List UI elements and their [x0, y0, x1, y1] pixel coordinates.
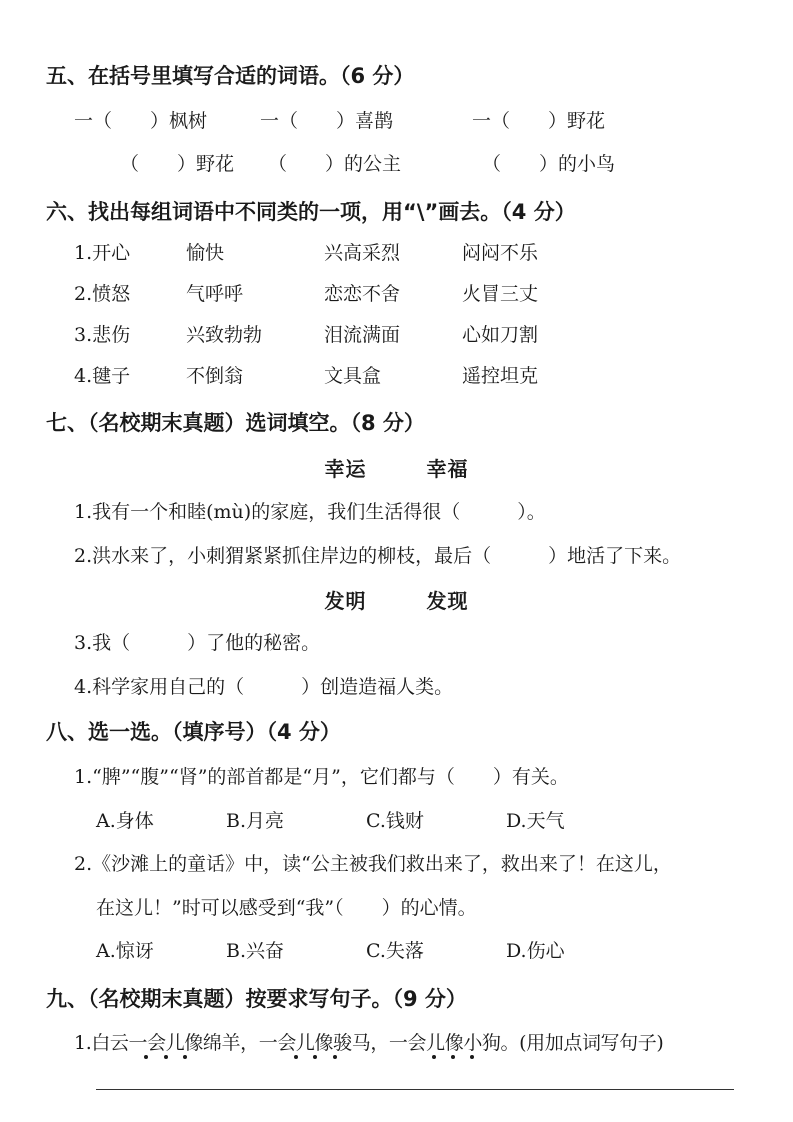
- answer-line[interactable]: [96, 1089, 734, 1090]
- word-choice-pair: [0, 453, 793, 482]
- emphasis-dot: [451, 1055, 455, 1059]
- word-cell: 闷闷不乐: [462, 242, 539, 264]
- emphasis-dot: [333, 1055, 337, 1059]
- emphasis-dots: [0, 1055, 793, 1063]
- word-option: 幸福: [426, 457, 469, 481]
- question-text: 1.“脾”“腹”“肾”的部首都是“月”，它们都与（ ）有关。: [74, 766, 569, 788]
- question-text: 1.白云一会儿像绵羊，一会儿像骏马，一会儿像小狗。(用加点词写句子): [74, 1032, 664, 1054]
- choice-option: D.伤心: [506, 940, 565, 962]
- word-option: 发现: [426, 589, 469, 613]
- word-cell: 兴致勃勃: [186, 324, 263, 346]
- choice-option: C.失落: [366, 940, 424, 962]
- word-cell: 气呼呼: [186, 283, 244, 305]
- choice-option: A.惊讶: [96, 940, 154, 962]
- choice-option: D.天气: [506, 810, 565, 832]
- section-7-title: 七、（名校期末真题）选词填空。（8 分）: [46, 411, 425, 435]
- section-8-title: 八、选一选。（填序号）（4 分）: [46, 720, 341, 744]
- choice-option: B.兴奋: [226, 940, 285, 962]
- emphasis-dot: [164, 1055, 168, 1059]
- emphasis-dot: [183, 1055, 187, 1059]
- choice-option: A.身体: [96, 810, 154, 832]
- question-text: 4.科学家用自己的（ ）创造造福人类。: [74, 676, 454, 698]
- section-9-title: 九、（名校期末真题）按要求写句子。（9 分）: [46, 987, 467, 1011]
- section-6-title: 六、找出每组词语中不同类的一项，用“\”画去。（4 分）: [46, 200, 576, 224]
- word-cell: 不倒翁: [186, 365, 244, 387]
- word-cell: 兴高采烈: [324, 242, 401, 264]
- word-cell: 泪流满面: [324, 324, 401, 346]
- fill-blank-item: （ ）的小鸟: [482, 153, 616, 175]
- word-cell: 遥控坦克: [462, 365, 539, 387]
- word-cell: 3.悲伤: [74, 324, 131, 346]
- emphasis-dot: [432, 1055, 436, 1059]
- emphasis-dot: [313, 1055, 317, 1059]
- word-option: 发明: [324, 589, 367, 613]
- word-cell: 火冒三丈: [462, 283, 539, 305]
- fill-blank-item: （ ）的公主: [268, 153, 402, 175]
- question-text: 3.我（ ）了他的秘密。: [74, 632, 321, 654]
- choice-option: B.月亮: [226, 810, 285, 832]
- fill-blank-item: 一（ ）喜鹊: [260, 110, 394, 132]
- word-cell: 恋恋不舍: [324, 283, 401, 305]
- question-text: 在这儿！”时可以感受到“我”（ ）的心情。: [96, 897, 477, 919]
- word-cell: 愉快: [186, 242, 225, 264]
- word-cell: 文具盒: [324, 365, 382, 387]
- question-text: 1.我有一个和睦(mù)的家庭，我们生活得很（ ）。: [74, 501, 546, 523]
- section-5-title: 五、在括号里填写合适的词语。（6 分）: [46, 64, 415, 88]
- emphasis-dot: [144, 1055, 148, 1059]
- choice-option: C.钱财: [366, 810, 424, 832]
- word-cell: 2.愤怒: [74, 283, 131, 305]
- question-text: 2.洪水来了，小刺猬紧紧抓住岸边的柳枝，最后（ ）地活了下来。: [74, 545, 682, 567]
- fill-blank-item: 一（ ）野花: [472, 110, 606, 132]
- emphasis-dot: [470, 1055, 474, 1059]
- word-option: 幸运: [324, 457, 367, 481]
- word-choice-pair: [0, 585, 793, 614]
- emphasis-dot: [294, 1055, 298, 1059]
- word-cell: 1.开心: [74, 242, 131, 264]
- word-cell: 心如刀割: [462, 324, 539, 346]
- word-cell: 4.毽子: [74, 365, 131, 387]
- fill-blank-item: 一（ ）枫树: [74, 110, 208, 132]
- question-text: 2.《沙滩上的童话》中，读“公主被我们救出来了，救出来了！在这儿，: [74, 853, 672, 875]
- fill-blank-item: （ ）野花: [120, 153, 235, 175]
